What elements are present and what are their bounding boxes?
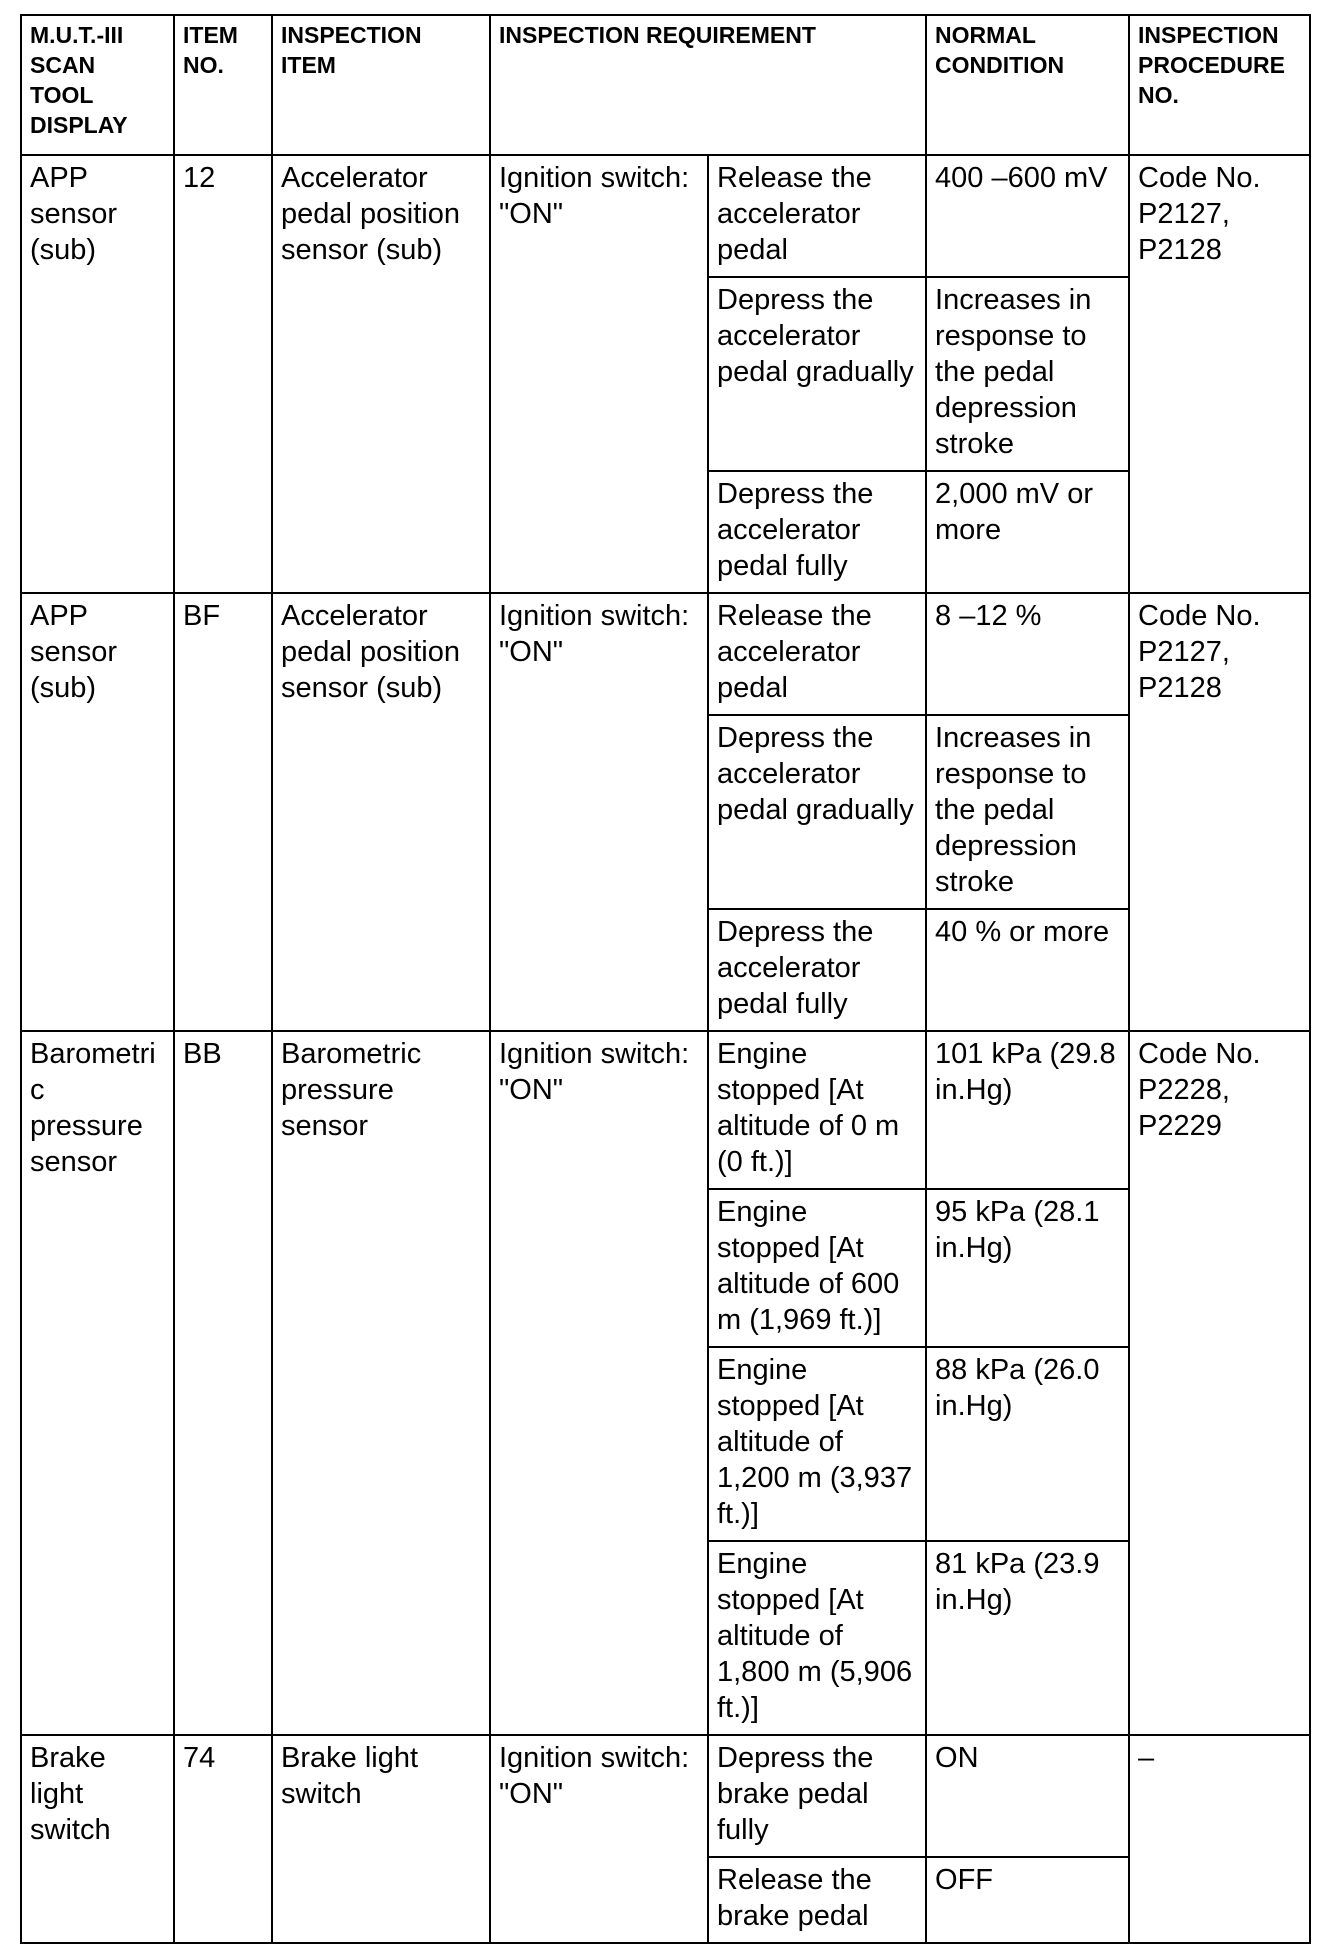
condition-state-cell: Depress the accelerator pedal fully: [708, 909, 926, 1031]
table-row: [21, 1031, 1310, 1189]
procedure-no-cell: Code No. P2127, P2128: [1129, 155, 1310, 593]
header-display: M.U.T.-III SCAN TOOL DISPLAY: [21, 15, 174, 155]
display-cell: APP sensor (sub): [21, 593, 174, 1031]
inspection-table: [20, 14, 1311, 1944]
header-normal-condition: NORMAL CONDITION: [926, 15, 1129, 155]
condition-state-cell: Engine stopped [At altitude of 1,800 m (5,906 ft.)]: [708, 1541, 926, 1735]
inspection-item-cell: Barometric pressure sensor: [272, 1031, 490, 1735]
condition-state-cell: Depress the brake pedal fully: [708, 1735, 926, 1857]
header-procedure-no: INSPECTION PROCEDURE NO.: [1129, 15, 1310, 155]
header-row: [21, 15, 1310, 155]
condition-state-cell: Engine stopped [At altitude of 1,200 m (3,937 ft.)]: [708, 1347, 926, 1541]
condition-state-cell: Release the accelerator pedal: [708, 155, 926, 277]
condition-state-cell: Release the accelerator pedal: [708, 593, 926, 715]
normal-condition-cell: ON: [926, 1735, 1129, 1857]
normal-condition-cell: 2,000 mV or more: [926, 471, 1129, 593]
condition-state-cell: Depress the accelerator pedal fully: [708, 471, 926, 593]
requirement-cell: Ignition switch: "ON": [490, 155, 708, 593]
normal-condition-cell: OFF: [926, 1857, 1129, 1943]
condition-state-cell: Release the brake pedal: [708, 1857, 926, 1943]
table-row: [21, 155, 1310, 277]
inspection-item-cell: Brake light switch: [272, 1735, 490, 1943]
inspection-item-cell: Accelerator pedal position sensor (sub): [272, 155, 490, 593]
item-no-cell: 12: [174, 155, 272, 593]
normal-condition-cell: 95 kPa (28.1 in.Hg): [926, 1189, 1129, 1347]
header-item-no: ITEM NO.: [174, 15, 272, 155]
procedure-no-cell: Code No. P2228, P2229: [1129, 1031, 1310, 1735]
display-cell: Brake light switch: [21, 1735, 174, 1943]
normal-condition-cell: Increases in response to the pedal depression stroke: [926, 715, 1129, 909]
procedure-no-cell: Code No. P2127, P2128: [1129, 593, 1310, 1031]
normal-condition-cell: 81 kPa (23.9 in.Hg): [926, 1541, 1129, 1735]
header-requirement: INSPECTION REQUIREMENT: [490, 15, 926, 155]
requirement-cell: Ignition switch: "ON": [490, 1031, 708, 1735]
header-inspection-item: INSPECTION ITEM: [272, 15, 490, 155]
display-cell: Barometri c pressure sensor: [21, 1031, 174, 1735]
normal-condition-cell: 400 –600 mV: [926, 155, 1129, 277]
normal-condition-cell: 88 kPa (26.0 in.Hg): [926, 1347, 1129, 1541]
normal-condition-cell: Increases in response to the pedal depression stroke: [926, 277, 1129, 471]
display-cell: APP sensor (sub): [21, 155, 174, 593]
condition-state-cell: Engine stopped [At altitude of 0 m (0 ft.)]: [708, 1031, 926, 1189]
table-row: [21, 1735, 1310, 1857]
normal-condition-cell: 8 –12 %: [926, 593, 1129, 715]
procedure-no-cell: –: [1129, 1735, 1310, 1943]
normal-condition-cell: 101 kPa (29.8 in.Hg): [926, 1031, 1129, 1189]
condition-state-cell: Depress the accelerator pedal gradually: [708, 715, 926, 909]
condition-state-cell: Engine stopped [At altitude of 600 m (1,969 ft.)]: [708, 1189, 926, 1347]
requirement-cell: Ignition switch: "ON": [490, 1735, 708, 1943]
condition-state-cell: Depress the accelerator pedal gradually: [708, 277, 926, 471]
item-no-cell: BF: [174, 593, 272, 1031]
item-no-cell: BB: [174, 1031, 272, 1735]
item-no-cell: 74: [174, 1735, 272, 1943]
normal-condition-cell: 40 % or more: [926, 909, 1129, 1031]
requirement-cell: Ignition switch: "ON": [490, 593, 708, 1031]
table-row: [21, 593, 1310, 715]
inspection-item-cell: Accelerator pedal position sensor (sub): [272, 593, 490, 1031]
